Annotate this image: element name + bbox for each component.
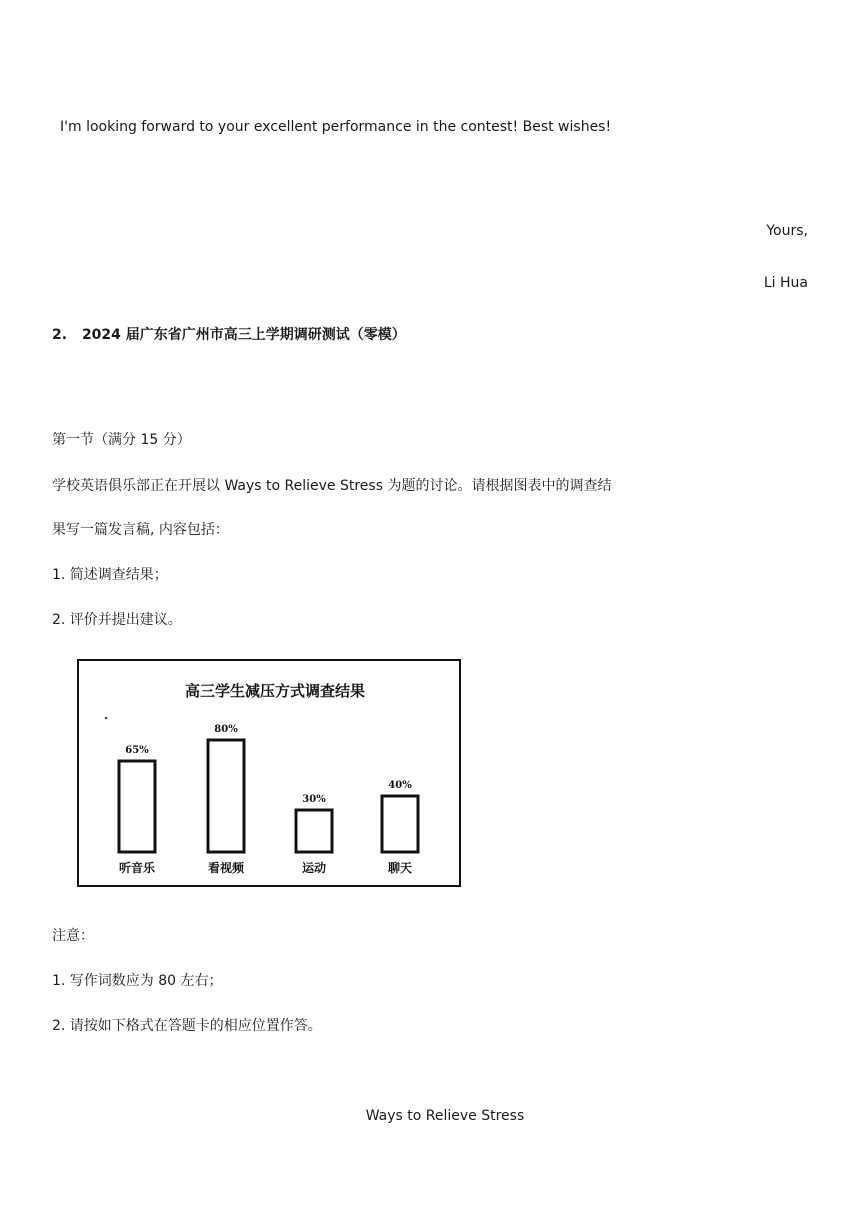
letter-closing-line: I'm looking forward to your excellent performance in the contest! Best wishes! [60,119,612,135]
prompt-line-1: 学校英语俱乐部正在开展以 Ways to Relieve Stress 为题的讨论。请根据图表中的调查结 [52,478,612,494]
letter-sign-off: Yours, [766,223,808,239]
notes-title: 注意： [52,928,94,944]
bar-1 [208,740,244,852]
bar-value-label-1: 80% [214,724,238,735]
survey-chart-svg [70,652,490,898]
chart-speck [105,717,107,719]
note-2: 2. 请按如下格式在答题卡的相应位置作答。 [52,1018,322,1034]
bar-3 [382,796,418,852]
requirement-2: 2. 评价并提出建议。 [52,612,182,628]
question-header [52,326,406,344]
category-label-3: 聊天 [387,861,413,875]
bar-value-label-2: 30% [302,794,326,805]
category-label-1: 看视频 [207,861,245,875]
bar-2 [296,810,332,852]
bar-value-label-3: 40% [388,780,412,791]
section-heading: 第一节（满分 15 分） [52,432,191,448]
letter-signature: Li Hua [763,275,808,291]
bar-value-label-0: 65% [125,745,149,756]
prompt-line-2: 果写一篇发言稿, 内容包括： [52,522,229,538]
category-label-2: 运动 [301,861,327,875]
answer-title: Ways to Relieve Stress [365,1108,525,1124]
question-number: 2. [52,327,68,343]
survey-chart [70,652,490,898]
note-1: 1. 写作词数应为 80 左右； [52,973,223,989]
requirement-1: 1. 简述调查结果； [52,567,168,583]
question-source: 2024 届广东省广州市高三上学期调研测试（零模） [81,327,406,343]
bar-0 [119,761,155,852]
chart-title: 高三学生减压方式调查结果 [184,682,366,700]
category-label-0: 听音乐 [118,861,156,875]
